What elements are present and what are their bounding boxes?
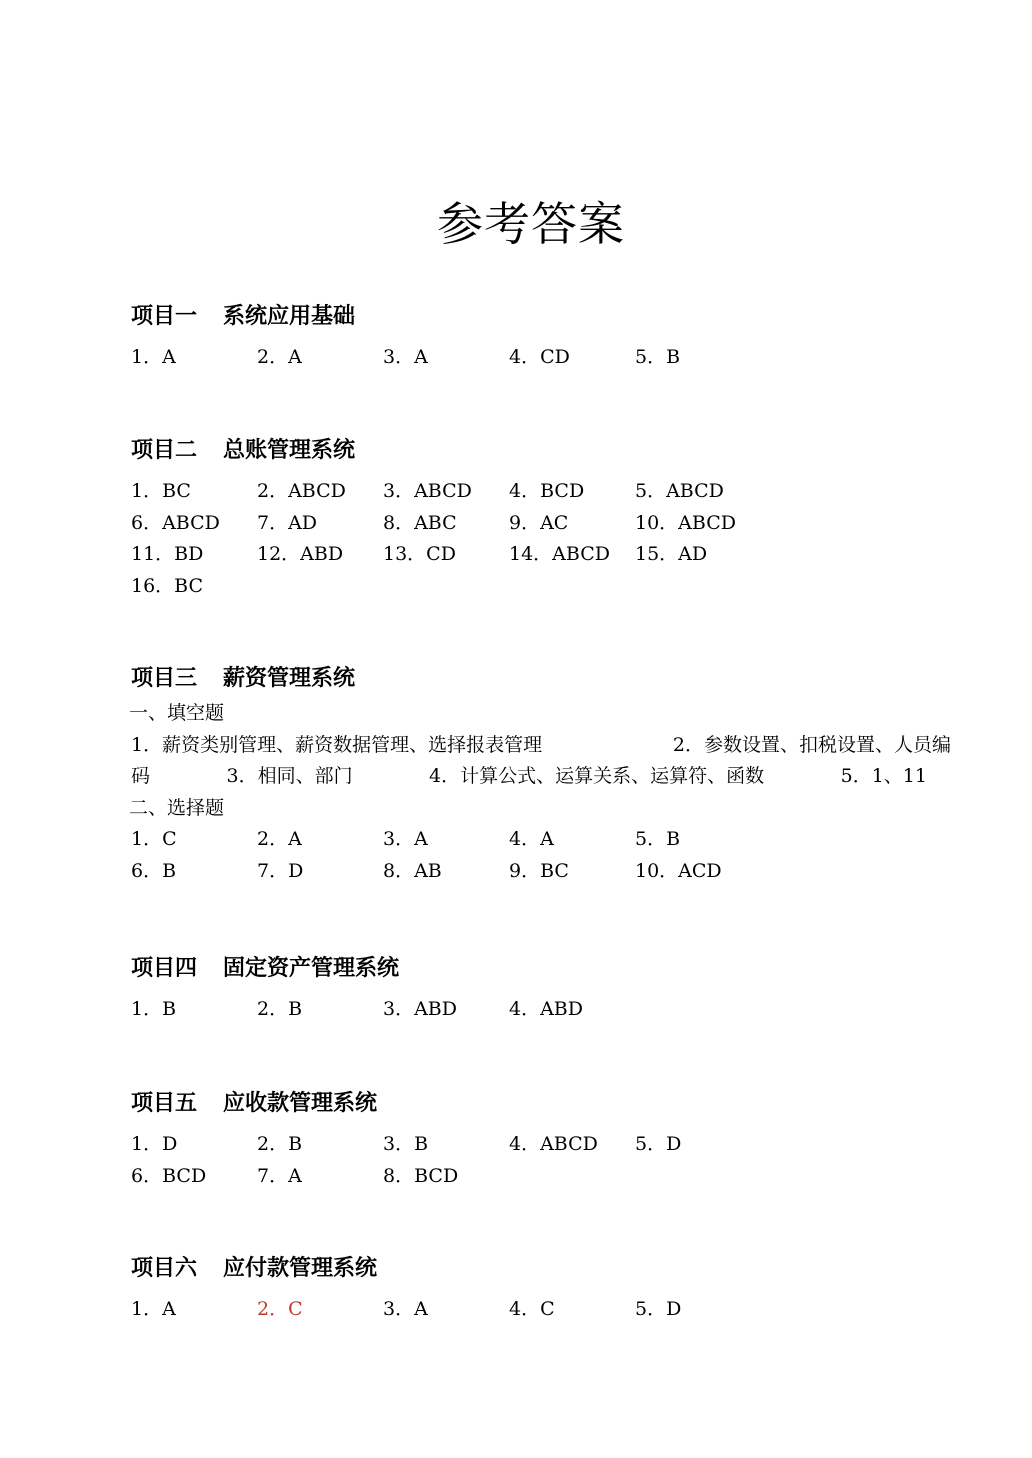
answer-item: 3．ABD [383, 998, 458, 1020]
section-number: 项目五 [131, 1091, 198, 1116]
section-name: 总账管理系统 [223, 438, 356, 463]
answer-item: 5．B [635, 346, 681, 368]
answer-item: 16．BC [131, 574, 204, 597]
answer-row [131, 1294, 951, 1326]
answer-item: 3．A [383, 346, 428, 368]
fill-in-answer: 码 [131, 765, 151, 787]
answer-item: 1．A [131, 346, 176, 368]
answer-item: 8．ABC [383, 511, 457, 534]
fill-in-answer-line [131, 761, 927, 793]
answer-row [131, 342, 951, 374]
answer-item: 6．ABCD [131, 511, 220, 534]
answer-item: 10．ABCD [635, 511, 736, 534]
answer-item: 2．B [257, 998, 303, 1020]
answer-item-highlighted: 2．C [257, 1298, 303, 1320]
section-name: 应付款管理系统 [223, 1256, 378, 1281]
answer-item: 12．ABD [257, 543, 344, 565]
answer-item: 4．C [509, 1298, 555, 1320]
answer-item: 9．BC [509, 859, 569, 882]
answer-row [131, 571, 951, 603]
answer-item: 4．ABD [509, 998, 584, 1020]
section-heading [131, 664, 951, 694]
answer-item: 4．CD [509, 346, 570, 368]
answer-item: 3．A [383, 1298, 428, 1320]
answer-item: 5．B [635, 828, 681, 850]
answer-item: 1．D [131, 1133, 178, 1155]
section-number: 项目六 [131, 1256, 198, 1281]
answer-row [131, 856, 951, 888]
answer-item: 15．AD [635, 543, 708, 565]
answer-item: 5．D [635, 1133, 682, 1155]
page-title: 参考答案 [437, 197, 625, 251]
answer-item: 2．B [257, 1133, 303, 1155]
answer-item: 2．A [257, 346, 302, 368]
answer-item: 13．CD [383, 543, 456, 565]
answer-item: 7．AD [257, 511, 318, 534]
section-name: 固定资产管理系统 [223, 956, 400, 981]
choice-heading: 二、选择题 [129, 796, 225, 819]
answer-item: 10．ACD [635, 859, 722, 882]
answer-item: 1．C [131, 828, 177, 850]
answer-row [131, 508, 951, 540]
section-number: 项目三 [131, 666, 198, 691]
section-project-6 [131, 1254, 951, 1326]
answer-item: 5．D [635, 1298, 682, 1320]
section-project-2 [131, 436, 951, 602]
section-number: 项目四 [131, 956, 198, 981]
section-heading [131, 436, 951, 466]
answer-item: 7．A [257, 1164, 302, 1187]
answer-row [131, 994, 951, 1026]
answer-item: 4．ABCD [509, 1133, 598, 1155]
answer-row [131, 1129, 951, 1161]
answer-row [131, 539, 951, 571]
section-name: 薪资管理系统 [223, 666, 356, 691]
answer-item: 6．BCD [131, 1164, 207, 1187]
answer-item: 1．A [131, 1298, 176, 1320]
answer-item: 3．ABCD [383, 480, 472, 502]
section-project-1 [131, 302, 951, 374]
answer-item: 4．BCD [509, 480, 585, 502]
answer-item: 2．ABCD [257, 480, 346, 502]
section-name: 应收款管理系统 [223, 1091, 378, 1116]
fill-in-heading: 一、填空题 [129, 702, 225, 724]
answer-item: 8．AB [383, 859, 442, 882]
answer-item: 11．BD [131, 543, 204, 565]
answer-row [131, 1161, 951, 1193]
answer-row [131, 476, 951, 508]
section-project-5 [131, 1089, 951, 1192]
answer-item: 3．B [383, 1133, 429, 1155]
answer-item: 7．D [257, 859, 304, 882]
answer-row [131, 824, 951, 856]
answer-item: 14．ABCD [509, 543, 610, 565]
section-heading [131, 302, 951, 332]
answer-item: 3．A [383, 828, 428, 850]
section-heading [131, 954, 951, 984]
section-heading [131, 1089, 951, 1119]
fill-in-answer: 1．薪资类别管理、薪资数据管理、选择报表管理 [131, 733, 543, 756]
answer-item: 1．B [131, 998, 177, 1020]
section-number: 项目一 [131, 304, 198, 329]
section-project-4 [131, 954, 951, 1026]
answer-item: 9．AC [509, 511, 569, 534]
fill-in-answer-line [131, 730, 951, 762]
section-number: 项目二 [131, 438, 198, 463]
section-heading [131, 1254, 951, 1284]
fill-in-answer: 2．参数设置、扣税设置、人员编 [672, 733, 951, 756]
answer-item: 6．B [131, 859, 177, 882]
fill-in-answer: 5．1、11 [840, 765, 927, 787]
fill-in-answer: 4．计算公式、运算关系、运算符、函数 [429, 765, 765, 787]
answer-item: 5．ABCD [635, 480, 724, 502]
fill-in-answer: 3．相同、部门 [226, 765, 353, 787]
answer-item: 2．A [257, 828, 302, 850]
answer-item: 4．A [509, 828, 554, 850]
section-project-3 [131, 664, 951, 887]
section-name: 系统应用基础 [223, 304, 356, 329]
answer-item: 8．BCD [383, 1164, 459, 1187]
answer-item: 1．BC [131, 480, 191, 502]
